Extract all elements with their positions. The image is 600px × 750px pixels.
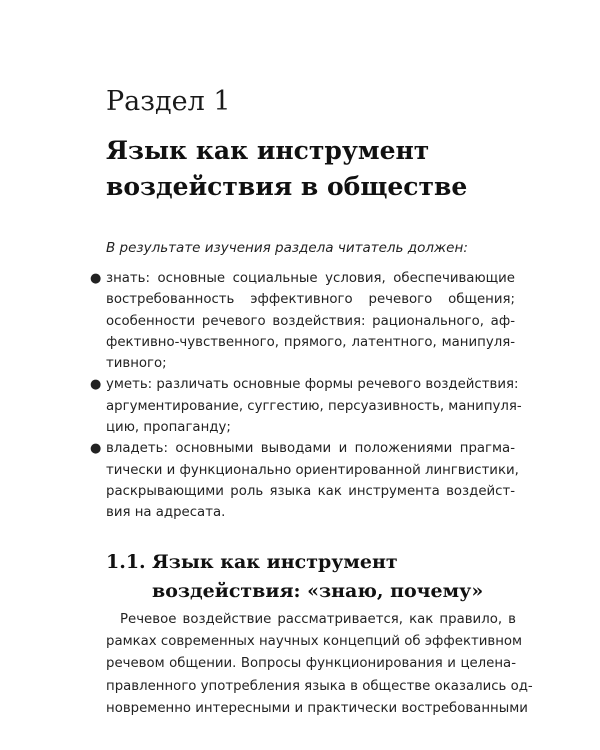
objectives-intro: В результате изучения раздела читатель должен: — [106, 240, 468, 256]
section-title-line: Язык как инструмент — [106, 136, 430, 165]
objective-item — [90, 374, 522, 438]
objective-line: владеть: основными выводами и положениями прагма- — [106, 441, 515, 457]
bullet-icon: ● — [90, 441, 102, 457]
objective-line: востребованность эффективного речевого общения; — [106, 292, 515, 308]
objective-item — [90, 438, 519, 523]
objective-line: аргументирование, суггестию, персуазивность, манипуля- — [106, 398, 522, 414]
objective-line: раскрывающими роль языка как инструмента воздейст- — [106, 483, 515, 499]
body-line: правленного употребления языка в обществе оказались од- — [106, 678, 533, 694]
objectives-list — [90, 268, 522, 524]
section-title-line: воздействия в обществе — [106, 172, 468, 201]
objective-line: уметь: различать основные формы речевого воздействия: — [106, 377, 519, 393]
objective-item — [90, 268, 515, 374]
body-line: рамках современных научных концепций об эффективном — [106, 634, 523, 650]
bullet-icon: ● — [90, 271, 102, 286]
objective-line: фективно-чувственного, прямого, латентного, манипуля- — [106, 334, 515, 350]
subsection-heading — [106, 548, 516, 606]
body-line: Речевое воздействие рассматривается, как правило, в — [120, 612, 516, 627]
objective-line: знать: основные социальные условия, обеспечивающие — [106, 271, 515, 286]
body-line: новременно интересными и практически востребованными — [106, 700, 528, 716]
objective-line: тически и функционально ориентированной лингвистики, — [106, 462, 519, 478]
objective-line: особенности речевого воздействия: рационального, аф- — [106, 313, 515, 329]
subsection-title-line: Язык как инструмент — [152, 551, 398, 573]
objective-line: тивного; — [106, 356, 167, 372]
subsection-title-line: воздействия: «знаю, почему» — [152, 580, 484, 602]
subsection-number: 1.1. — [106, 551, 146, 573]
body-paragraph — [106, 609, 533, 720]
objective-line: цию, пропаганду; — [106, 420, 231, 436]
body-line: речевом общении. Вопросы функционирования и целена- — [106, 656, 516, 672]
section-label: Раздел 1 — [106, 86, 231, 117]
objective-line: вия на адресата. — [106, 505, 226, 521]
section-title — [106, 133, 526, 205]
bullet-icon: ● — [90, 377, 102, 393]
